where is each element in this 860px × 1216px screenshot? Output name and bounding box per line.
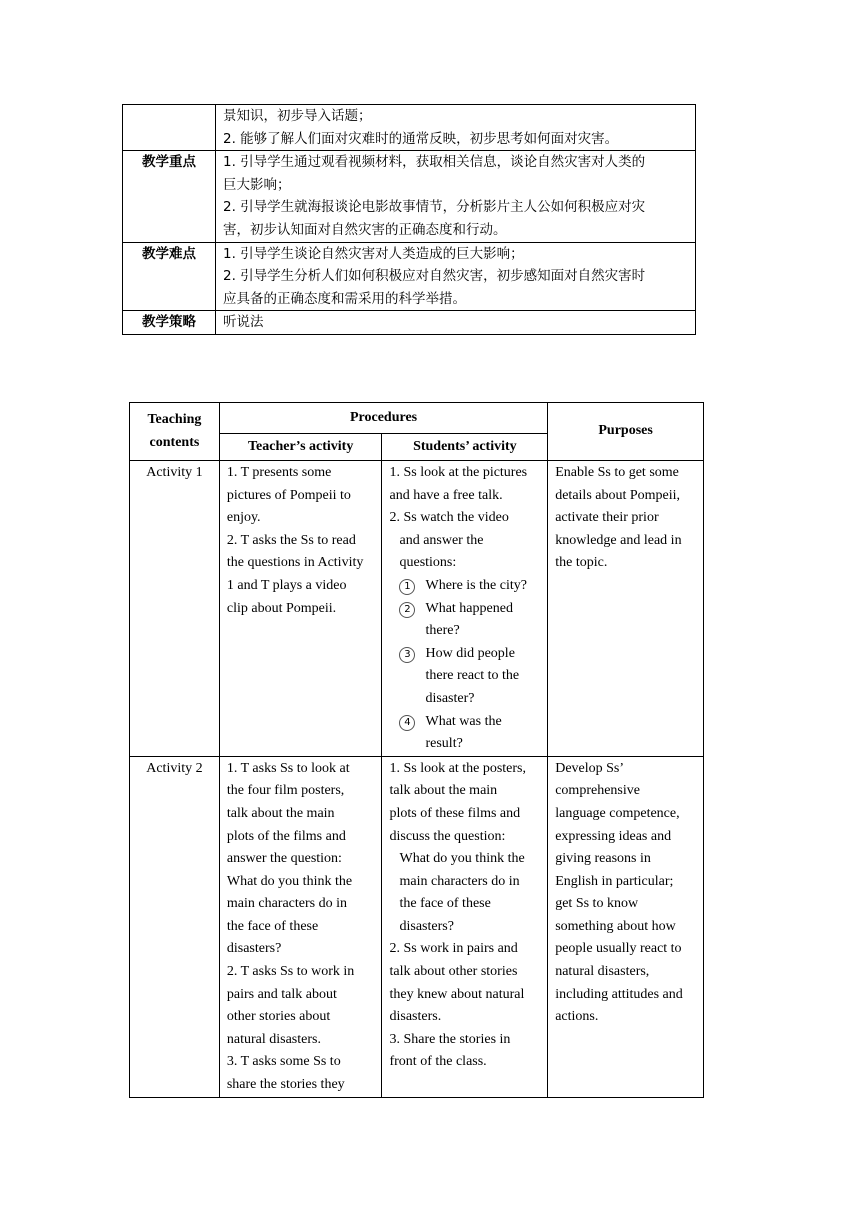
row-content bbox=[216, 151, 696, 242]
table1-row-strategy bbox=[123, 311, 696, 335]
text-line: talk about the main bbox=[389, 783, 498, 799]
question-text: How did people bbox=[425, 645, 515, 661]
header-line: contents bbox=[149, 434, 200, 450]
purpose-cell bbox=[548, 756, 704, 1097]
text-line: 1. T presents some bbox=[226, 465, 332, 480]
header-line: Teaching bbox=[147, 411, 202, 427]
text-line: they knew about natural bbox=[389, 986, 525, 1002]
row-content bbox=[216, 105, 696, 151]
text-line: disasters? bbox=[399, 918, 454, 934]
table1-row-background bbox=[123, 105, 696, 151]
header-students-activity: Students’ activity bbox=[382, 434, 548, 461]
question-text: disaster? bbox=[425, 690, 475, 706]
table1-row-key-points bbox=[123, 151, 696, 242]
teacher-activity-cell bbox=[219, 756, 382, 1097]
text-line: plots of these films and bbox=[389, 805, 521, 821]
text-line: 景知识，初步导入话题； bbox=[223, 108, 372, 124]
text-line: people usually react to bbox=[555, 941, 682, 957]
header-procedures: Procedures bbox=[219, 403, 547, 434]
text-line: 2. 引导学生就海报谈论电影故事情节，分析影片主人公如何积极应对灾 bbox=[223, 199, 646, 216]
text-line: discuss the question: bbox=[389, 828, 506, 844]
text-line: English in particular; bbox=[555, 873, 674, 889]
text-line: enjoy. bbox=[226, 510, 261, 526]
question-item bbox=[389, 598, 544, 643]
text-line: actions. bbox=[555, 1009, 599, 1025]
text-line: 听说法 bbox=[223, 314, 264, 331]
activity-name: Activity 2 bbox=[130, 756, 220, 1097]
circled-number: 2 bbox=[399, 602, 415, 618]
text-line: clip about Pompeii. bbox=[226, 600, 337, 616]
circled-number: 1 bbox=[399, 579, 415, 595]
text-line: questions: bbox=[399, 555, 457, 571]
question-text: there react to the bbox=[425, 668, 520, 684]
question-text: Where is the city? bbox=[425, 577, 527, 593]
text-line: details about Pompeii, bbox=[555, 487, 681, 503]
text-line: including attitudes and bbox=[555, 986, 683, 1002]
activity-name: Activity 1 bbox=[130, 461, 220, 757]
question-text: result? bbox=[425, 736, 463, 752]
text-line: answer the question: bbox=[226, 851, 342, 867]
table1-row-difficulties bbox=[123, 242, 696, 311]
text-line: pairs and talk about bbox=[226, 986, 337, 1002]
text-line: 3. Share the stories in bbox=[389, 1031, 511, 1047]
question-text: there? bbox=[425, 623, 460, 639]
text-line: disasters? bbox=[226, 941, 282, 957]
text-line: the questions in Activity bbox=[226, 555, 364, 571]
activity-1-row bbox=[130, 461, 704, 757]
text-line: Develop Ss’ bbox=[555, 760, 625, 776]
question-text: What was the bbox=[425, 713, 502, 729]
row-content bbox=[216, 242, 696, 311]
text-line: 应具备的正确态度和需采用的科学举措。 bbox=[223, 290, 466, 307]
text-line: Enable Ss to get some bbox=[555, 465, 679, 480]
text-line: 2. T asks the Ss to read bbox=[226, 532, 356, 548]
text-line: 巨大影响； bbox=[223, 176, 291, 193]
text-line: talk about other stories bbox=[389, 964, 518, 980]
question-item bbox=[389, 711, 544, 756]
text-line: natural disasters, bbox=[555, 964, 650, 980]
text-line: the face of these bbox=[399, 896, 491, 912]
header-teaching-contents bbox=[130, 403, 220, 461]
circled-number: 3 bbox=[399, 647, 415, 663]
text-line: the face of these bbox=[226, 918, 319, 934]
text-line: 3. T asks some Ss to bbox=[226, 1054, 341, 1070]
activity-2-row bbox=[130, 756, 704, 1097]
text-line: natural disasters. bbox=[226, 1031, 321, 1047]
question-text: What happened bbox=[425, 600, 513, 616]
text-line: activate their prior bbox=[555, 510, 659, 526]
text-line: 害，初步认知面对自然灾害的正确态度和行动。 bbox=[223, 221, 507, 238]
header-purposes: Purposes bbox=[548, 403, 704, 461]
text-line: 2. 能够了解人们面对灾难时的通常反映，初步思考如何面对灾害。 bbox=[223, 130, 619, 147]
text-line: 2. T asks Ss to work in bbox=[226, 964, 355, 980]
text-line: comprehensive bbox=[555, 783, 640, 799]
text-line: 1. Ss look at the pictures bbox=[389, 465, 528, 480]
text-line: 1. 引导学生谈论自然灾害对人类造成的巨大影响； bbox=[223, 245, 524, 262]
teaching-plan-table-chinese bbox=[122, 104, 696, 335]
text-line: pictures of Pompeii to bbox=[226, 487, 351, 503]
text-line: the topic. bbox=[555, 555, 608, 571]
question-item bbox=[389, 575, 544, 598]
text-line: 1. Ss look at the posters, bbox=[389, 760, 526, 776]
text-line: the four film posters, bbox=[226, 783, 345, 799]
text-line: share the stories they bbox=[226, 1077, 345, 1093]
text-line: language competence, bbox=[555, 805, 680, 821]
question-item bbox=[389, 643, 544, 711]
text-line: and answer the bbox=[399, 532, 484, 548]
text-line: get Ss to know bbox=[555, 896, 639, 912]
text-line: expressing ideas and bbox=[555, 828, 672, 844]
text-line: something about how bbox=[555, 918, 676, 934]
text-line: 2. Ss watch the video bbox=[389, 510, 509, 526]
row-label-empty bbox=[123, 105, 216, 151]
row-label: 教学难点 bbox=[123, 242, 216, 311]
students-activity-cell bbox=[382, 461, 548, 757]
text-line: What do you think the bbox=[399, 851, 525, 867]
circled-number: 4 bbox=[399, 715, 415, 731]
row-label: 教学策略 bbox=[123, 311, 216, 335]
header-teachers-activity: Teacher’s activity bbox=[219, 434, 382, 461]
text-line: main characters do in bbox=[399, 873, 520, 889]
text-line: What do you think the bbox=[226, 873, 353, 889]
text-line: front of the class. bbox=[389, 1054, 487, 1070]
text-line: other stories about bbox=[226, 1009, 331, 1025]
students-activity-cell bbox=[382, 756, 548, 1097]
text-line: 2. 引导学生分析人们如何积极应对自然灾害，初步感知面对自然灾害时 bbox=[223, 268, 646, 285]
text-line: main characters do in bbox=[226, 896, 347, 912]
header-row-1 bbox=[130, 403, 704, 434]
text-line: disasters. bbox=[389, 1009, 442, 1025]
text-line: 2. Ss work in pairs and bbox=[389, 941, 518, 957]
text-line: 1. 引导学生通过观看视频材料，获取相关信息，谈论自然灾害对人类的 bbox=[223, 154, 646, 171]
text-line: plots of the films and bbox=[226, 828, 346, 844]
text-line: knowledge and lead in bbox=[555, 532, 682, 548]
text-line: and have a free talk. bbox=[389, 487, 503, 503]
procedures-table bbox=[129, 402, 704, 1098]
row-content bbox=[216, 311, 696, 335]
row-label: 教学重点 bbox=[123, 151, 216, 242]
text-line: giving reasons in bbox=[555, 851, 651, 867]
text-line: 1. T asks Ss to look at bbox=[226, 760, 350, 776]
text-line: 1 and T plays a video bbox=[226, 577, 347, 593]
teacher-activity-cell bbox=[219, 461, 382, 757]
purpose-cell bbox=[548, 461, 704, 757]
text-line: talk about the main bbox=[226, 805, 335, 821]
